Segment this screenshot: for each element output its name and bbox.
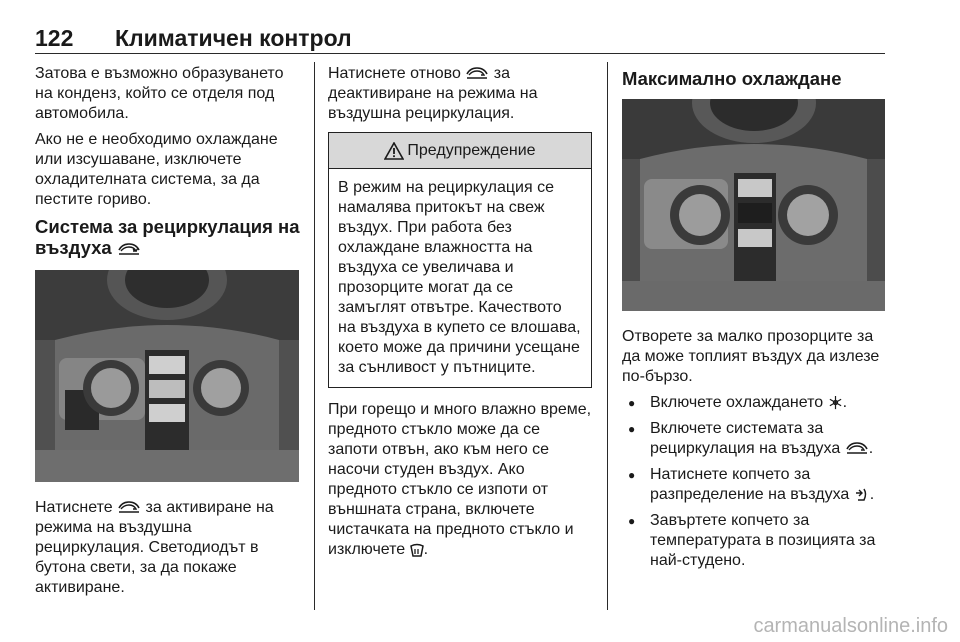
snowflake-icon — [828, 395, 843, 410]
list-item — [622, 465, 887, 505]
warning-header — [329, 133, 591, 169]
text-run: Натиснете копчето за разпределение на въздуха — [650, 466, 850, 503]
paragraph: Затова е възможно образуването на конденз, който се отделя под автомобила. — [35, 65, 284, 122]
climate-panel-image — [622, 99, 885, 311]
warning-body: В режим на рециркулация се намалява притокът на свеж въздух. При работа без охлаждане влажността на въздуха се увеличава и прозорците могат да се замъглят отвътре. Качеството на въздуха в купето се влошава, което може да причини усещане за сънливост у пътниците. — [338, 179, 581, 376]
list-item — [622, 393, 887, 413]
paragraph — [35, 498, 301, 598]
text-run: за деактивиране на режима на въздушна рециркулация. — [328, 65, 538, 122]
climate-panel-image — [35, 270, 299, 482]
text-run: Включете охлаждането — [650, 394, 824, 411]
text-run: При горещо и много влажно време, предното стъкло може да се запоти отвън, ако към него се насочи студен въздух. Ако предното стъкло се изпоти от външната страна, включете чистачката на предното стъкло и изключете — [328, 401, 592, 558]
text-run: за активиране на режима на въздушна рециркулация. Светодиодът в бутона свети, за да покаже активиране. — [35, 499, 274, 596]
warning-box — [328, 132, 592, 388]
recirculation-icon — [465, 67, 489, 81]
column-left — [35, 64, 301, 604]
chapter-title: Климатичен контрол — [115, 25, 352, 51]
page-header — [35, 24, 885, 54]
section-heading-text: Система за рециркулация на въздуха — [35, 216, 300, 258]
warning-triangle-icon — [384, 142, 404, 160]
text-run: . — [869, 486, 875, 503]
section-heading — [35, 216, 301, 258]
paragraph: Ако не е необходимо охлаждане или изсушаване, изключете охладителната система, за да пестите гориво. — [35, 131, 278, 208]
air-distribution-icon — [854, 487, 870, 502]
climate-panel-photo — [622, 99, 885, 311]
column-middle — [328, 64, 592, 566]
text-run: . — [423, 541, 429, 558]
text-run: . — [868, 440, 874, 457]
page-number: 122 — [35, 25, 74, 51]
column-divider — [607, 62, 608, 610]
warning-title: Предупреждение — [407, 141, 536, 159]
text-run: . — [842, 394, 848, 411]
paragraph — [328, 64, 592, 124]
column-divider — [314, 62, 315, 610]
text-run: Завъртете копчето за температурата в позицията за най-студено. — [650, 512, 876, 569]
paragraph — [328, 400, 592, 560]
text-run: Включете системата за рециркулация на въздуха — [650, 420, 841, 457]
column-right — [622, 64, 887, 577]
windscreen-air-icon — [410, 543, 424, 557]
list-item — [622, 419, 887, 459]
recirculation-icon — [117, 501, 141, 515]
steps-list — [622, 393, 887, 571]
list-item — [622, 511, 887, 571]
recirculation-icon — [117, 243, 141, 257]
text-run: Натиснете — [35, 499, 113, 516]
watermark: carmanualsonline.info — [753, 615, 948, 637]
paragraph: Отворете за малко прозорците за да може топлият въздух да излезе по-бързо. — [622, 328, 880, 385]
recirculation-icon — [845, 442, 869, 456]
text-run: Натиснете отново — [328, 65, 461, 82]
section-heading: Максимално охлаждане — [622, 68, 842, 89]
climate-panel-photo — [35, 270, 299, 482]
